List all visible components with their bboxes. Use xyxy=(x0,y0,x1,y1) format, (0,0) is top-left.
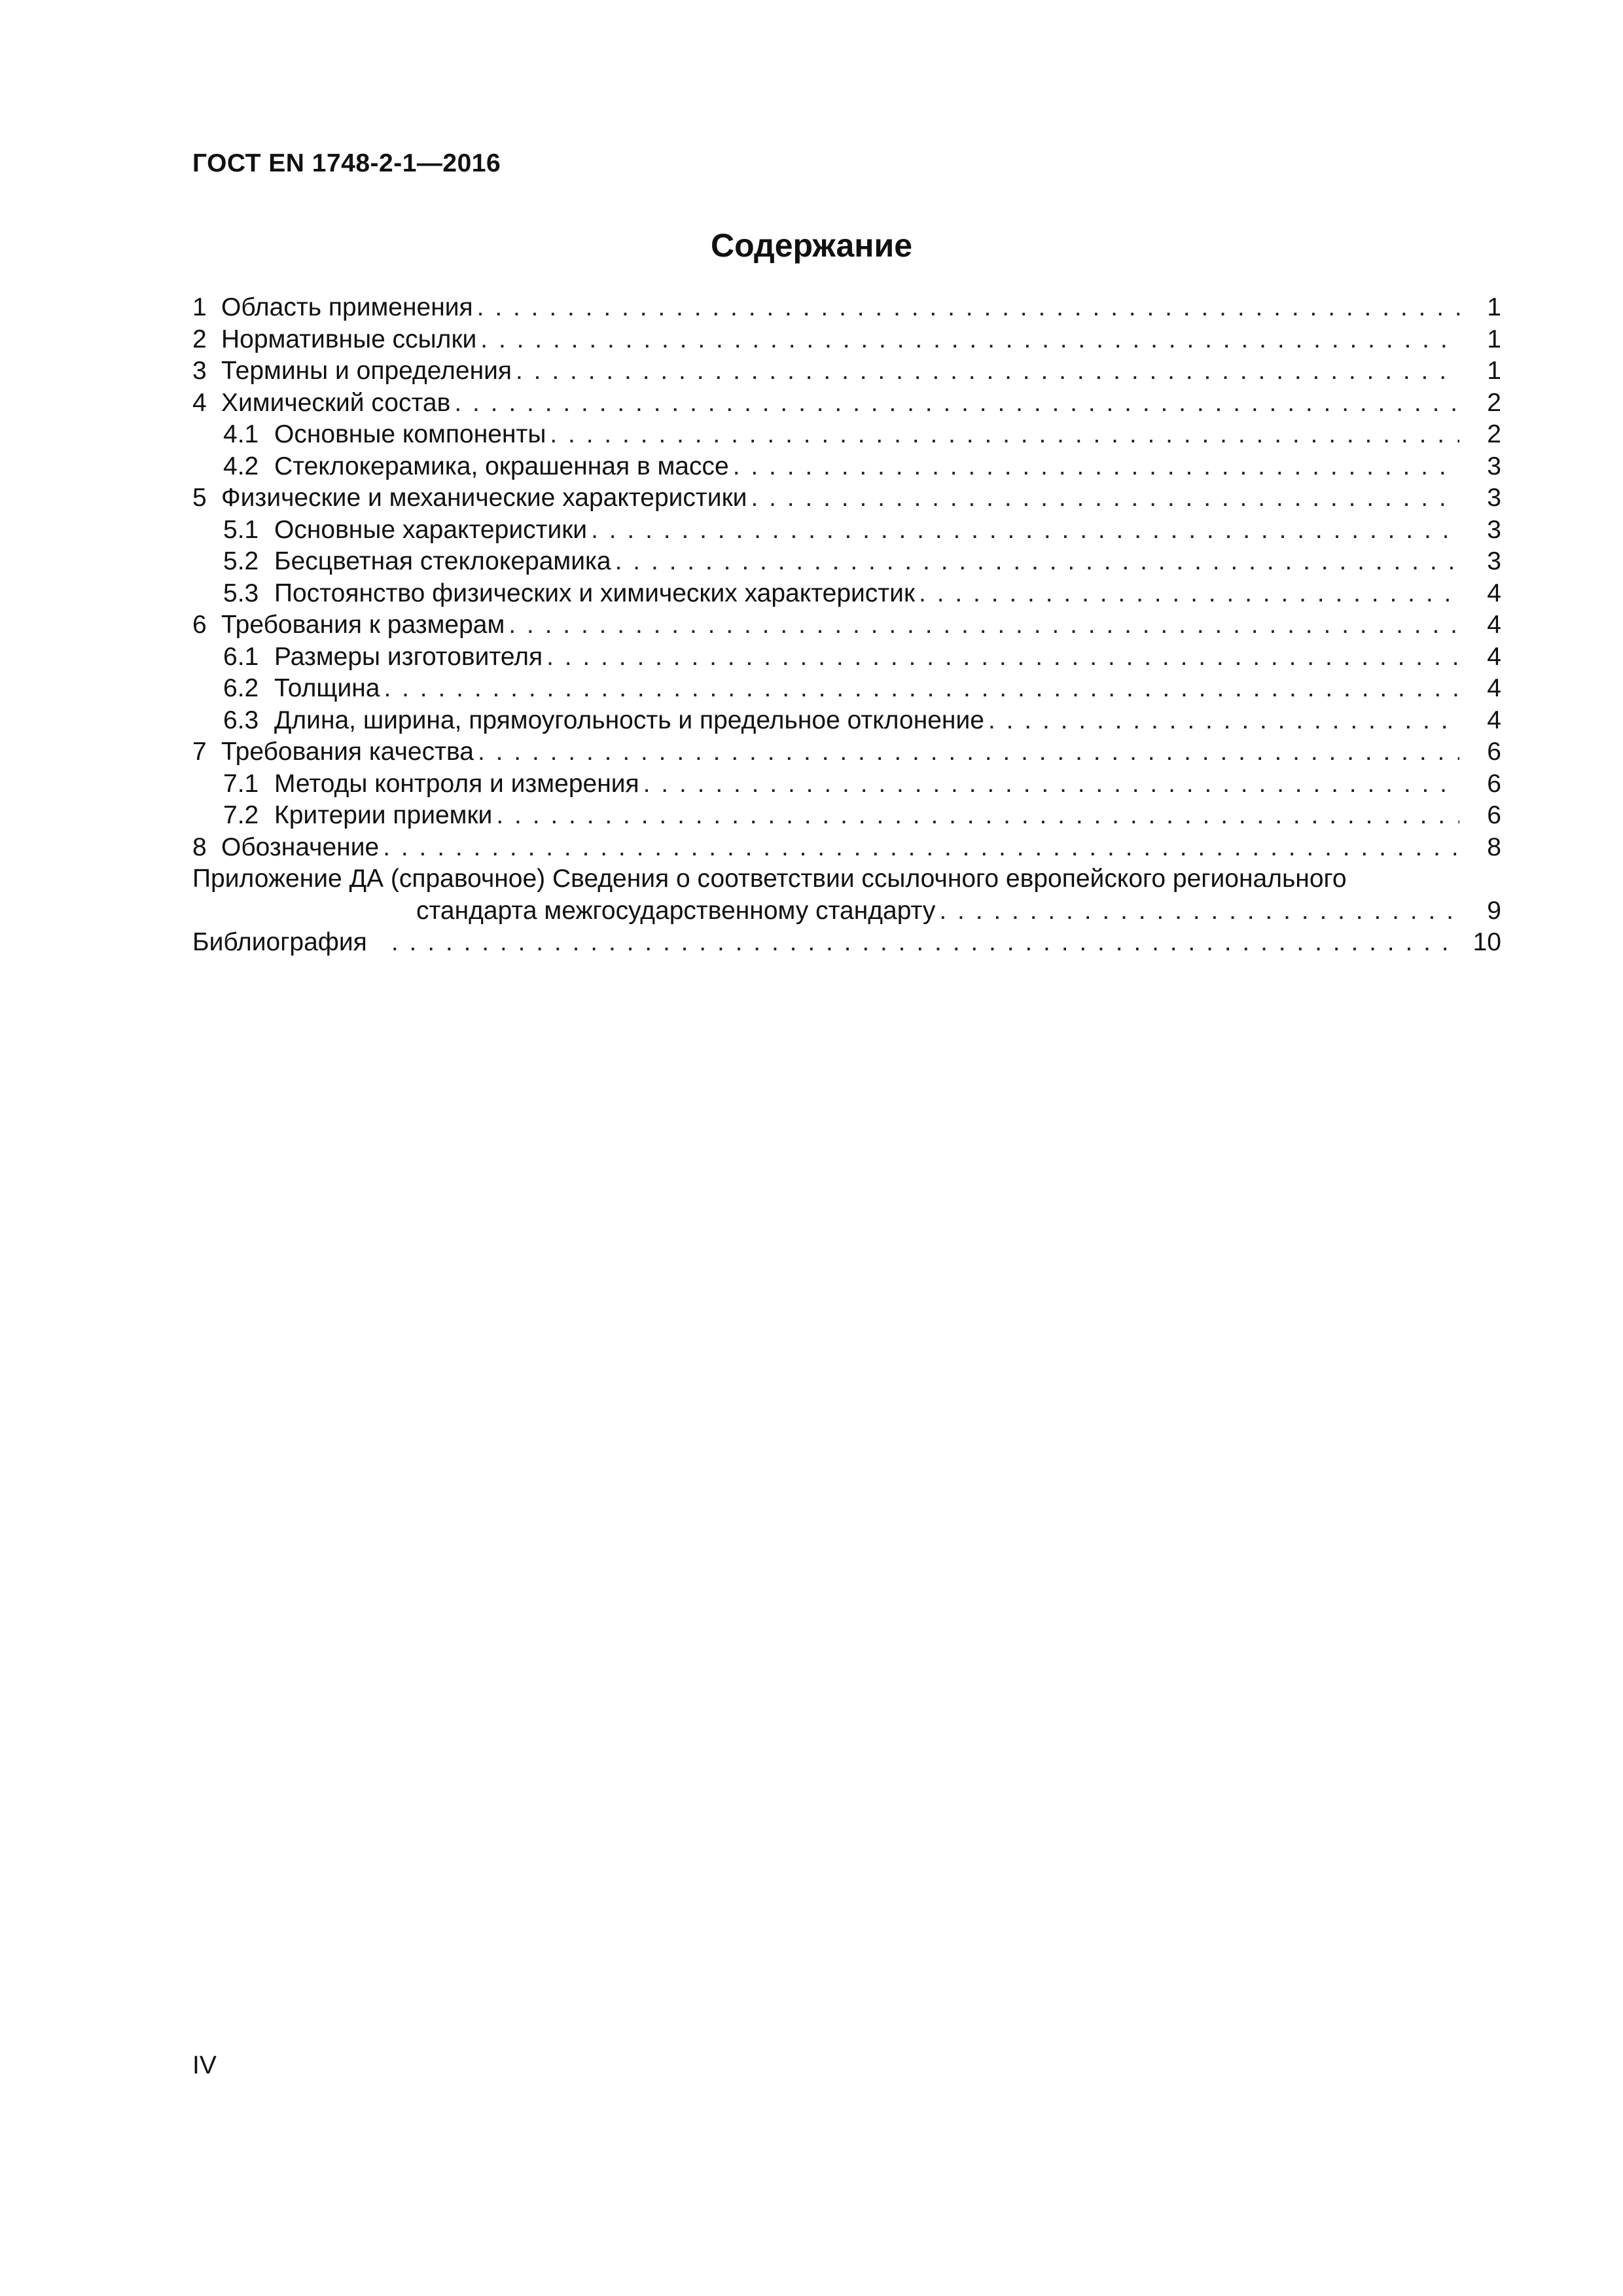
toc-entry-page: 10 xyxy=(1472,928,1501,956)
toc-entry-number: 4.2 xyxy=(223,452,259,480)
toc-entry-number: 6.2 xyxy=(223,674,259,702)
dot-leader xyxy=(496,800,1459,832)
toc-entry-title: Основные компоненты xyxy=(274,420,546,448)
toc-entry-6-3[interactable] xyxy=(192,705,1501,737)
toc-entry-page: 8 xyxy=(1487,833,1501,861)
dot-leader xyxy=(733,451,1459,483)
dot-leader xyxy=(939,895,1459,927)
toc-entry-title: Требования к размерам xyxy=(221,611,505,639)
toc-entry-7-2[interactable] xyxy=(192,800,1501,832)
toc-entry-7-1[interactable] xyxy=(192,768,1501,800)
toc-entry-7[interactable] xyxy=(192,736,1501,768)
dot-leader xyxy=(383,673,1459,705)
toc-entry-page: 4 xyxy=(1487,674,1501,702)
dot-leader xyxy=(988,705,1459,737)
dot-leader xyxy=(454,387,1459,420)
toc-entry-number: 3 xyxy=(192,357,207,385)
dot-leader xyxy=(516,355,1459,387)
toc-entry-2[interactable] xyxy=(192,324,1501,356)
dot-leader xyxy=(383,832,1459,864)
toc-entry-5-3[interactable] xyxy=(192,578,1501,610)
dot-leader xyxy=(391,927,1459,959)
toc-appendix-line2: стандарта межгосударственному стандарту xyxy=(416,896,936,925)
toc-entry-title: Критерии приемки xyxy=(274,801,493,829)
toc-entry-6[interactable] xyxy=(192,609,1501,641)
toc-entry-title: Требования качества xyxy=(221,738,474,766)
toc-entry-title: Библиография xyxy=(192,928,367,956)
dot-leader xyxy=(591,514,1459,547)
toc-entry-page: 2 xyxy=(1487,420,1501,448)
toc-entry-page: 3 xyxy=(1487,484,1501,512)
dot-leader xyxy=(615,546,1459,578)
toc-entry-page: 1 xyxy=(1487,325,1501,353)
toc-entry-page: 6 xyxy=(1487,801,1501,829)
toc-bibliography[interactable] xyxy=(192,927,1501,959)
toc-entry-number: 7.1 xyxy=(223,769,259,798)
dot-leader xyxy=(550,419,1459,451)
toc-entry-number: 8 xyxy=(192,833,207,861)
toc-entry-3[interactable] xyxy=(192,355,1501,387)
toc-entry-page: 3 xyxy=(1487,515,1501,544)
dot-leader xyxy=(546,641,1459,673)
page-number: IV xyxy=(192,2051,217,2079)
toc-entry-number: 7.2 xyxy=(223,801,259,829)
toc-entry-page: 1 xyxy=(1487,357,1501,385)
dot-leader xyxy=(480,324,1459,356)
toc-entry-title: Бесцветная стеклокерамика xyxy=(274,547,611,575)
document-code: ГОСТ EN 1748-2-1—2016 xyxy=(192,149,501,177)
toc-entry-number: 5.3 xyxy=(223,579,259,607)
toc-entry-title: Термины и определения xyxy=(221,357,512,385)
toc-entry-number: 5.2 xyxy=(223,547,259,575)
toc-entry-page: 6 xyxy=(1487,738,1501,766)
toc-entry-title: Обозначение xyxy=(221,833,380,861)
toc-entry-5-2[interactable] xyxy=(192,546,1501,578)
toc-entry-title: Методы контроля и измерения xyxy=(274,769,639,798)
toc-entry-title: Основные характеристики xyxy=(274,515,588,544)
toc-title: Содержание xyxy=(710,227,913,264)
toc-entry-5[interactable] xyxy=(192,482,1501,514)
toc-entry-8[interactable] xyxy=(192,832,1501,864)
dot-leader xyxy=(919,578,1459,610)
dot-leader xyxy=(477,292,1459,324)
dot-leader xyxy=(478,736,1459,768)
toc-entry-4-1[interactable] xyxy=(192,419,1501,451)
toc-entry-page: 4 xyxy=(1487,642,1501,671)
toc-entry-4[interactable] xyxy=(192,387,1501,420)
toc-entry-page: 4 xyxy=(1487,706,1501,734)
toc-entry-title: Толщина xyxy=(274,674,380,702)
toc-entry-number: 5.1 xyxy=(223,515,259,544)
dot-leader xyxy=(643,768,1459,800)
toc-entry-page: 2 xyxy=(1487,388,1501,417)
toc-entry-number: 6.1 xyxy=(223,642,259,671)
toc-entry-5-1[interactable] xyxy=(192,514,1501,547)
toc-entry-page: 6 xyxy=(1487,769,1501,798)
toc-entry-title: Химический состав xyxy=(221,388,451,417)
toc-entry-6-2[interactable] xyxy=(192,673,1501,705)
toc-entry-number: 2 xyxy=(192,325,207,353)
toc-entry-number: 6 xyxy=(192,611,207,639)
dot-leader xyxy=(508,609,1459,641)
toc-entry-1[interactable] xyxy=(192,292,1501,324)
toc-entry-number: 1 xyxy=(192,293,207,321)
toc-entry-title: Физические и механические характеристики xyxy=(221,484,747,512)
toc-entry-number: 7 xyxy=(192,738,207,766)
toc-entry-page: 4 xyxy=(1487,611,1501,639)
toc-appendix-title[interactable] xyxy=(192,863,1501,895)
table-of-contents xyxy=(192,292,1501,959)
toc-entry-title: Область применения xyxy=(221,293,473,321)
toc-entry-number: 6.3 xyxy=(223,706,259,734)
toc-entry-title: Стеклокерамика, окрашенная в массе xyxy=(274,452,729,480)
toc-entry-page: 3 xyxy=(1487,452,1501,480)
toc-appendix-line1: Приложение ДА (справочное) Сведения о соответствии ссылочного европейского регионального xyxy=(192,865,1347,893)
toc-entry-page: 9 xyxy=(1487,896,1501,925)
dot-leader xyxy=(751,482,1459,514)
toc-entry-page: 4 xyxy=(1487,579,1501,607)
toc-entry-number: 4 xyxy=(192,388,207,417)
toc-entry-number: 4.1 xyxy=(223,420,259,448)
toc-entry-page: 1 xyxy=(1487,293,1501,321)
toc-entry-title: Постоянство физических и химических характеристик xyxy=(274,579,916,607)
toc-entry-4-2[interactable] xyxy=(192,451,1501,483)
toc-entry-title: Нормативные ссылки xyxy=(221,325,477,353)
toc-appendix-continuation[interactable] xyxy=(192,895,1501,927)
toc-entry-title: Размеры изготовителя xyxy=(274,642,543,671)
toc-entry-6-1[interactable] xyxy=(192,641,1501,673)
toc-entry-title: Длина, ширина, прямоугольность и предельное отклонение xyxy=(274,706,984,734)
toc-entry-page: 3 xyxy=(1487,547,1501,575)
toc-entry-number: 5 xyxy=(192,484,207,512)
